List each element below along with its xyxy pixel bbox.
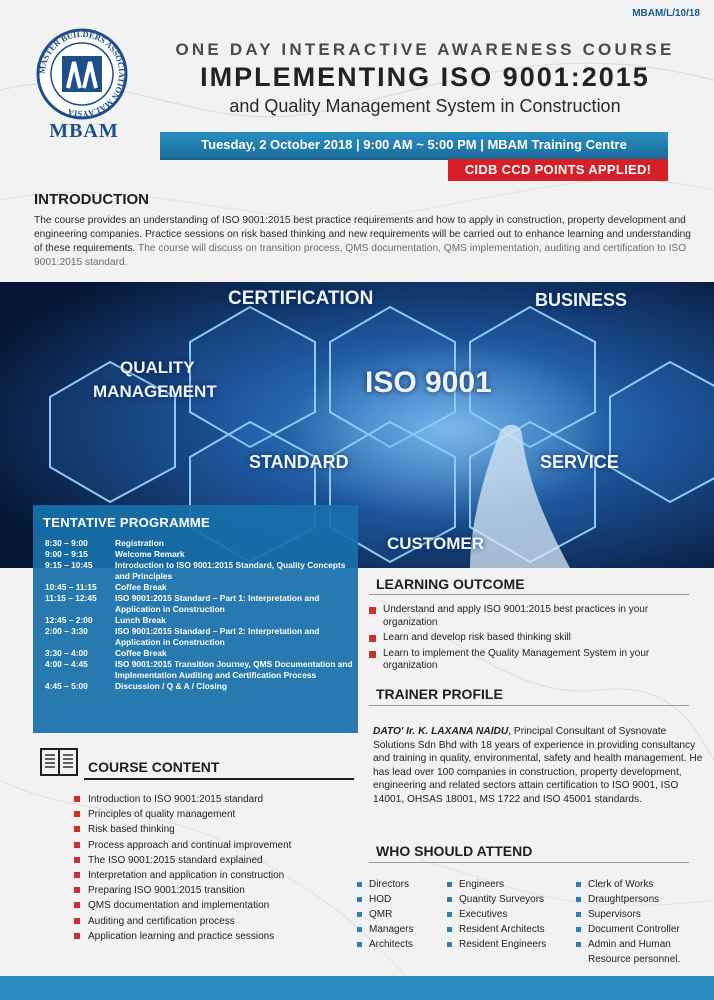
schedule-item: ISO 9001:2015 Standard – Part 2: Interpretation and Application in Construction [115, 626, 320, 647]
list-item: Introduction to ISO 9001:2015 standard [74, 792, 364, 807]
banner-word-certification: CERTIFICATION [228, 288, 374, 309]
course-subtitle: ONE DAY INTERACTIVE AWARENESS COURSE [175, 40, 675, 59]
schedule-time: 2:00 – 3:30 [45, 626, 88, 636]
list-item: Quantity Surveyors [447, 892, 546, 907]
course-tagline: and Quality Management System in Construction [229, 96, 621, 116]
bullet-icon [369, 635, 376, 642]
cidb-badge: CIDB CCD POINTS APPLIED! [448, 159, 668, 181]
schedule-item: Coffee Break [115, 648, 167, 658]
bullet-spacer [576, 957, 581, 962]
list-item: Resident Architects [447, 922, 546, 937]
schedule-item: Welcome Remark [115, 549, 185, 559]
course-title: IMPLEMENTING ISO 9001:2015 [200, 62, 650, 92]
trainer-name: DATO' Ir. K. LAXANA NAIDU [373, 726, 509, 737]
bullet-icon [74, 918, 80, 924]
programme-schedule [45, 538, 355, 692]
introduction-faded: The course will discuss on transition process, QMS documentation, QMS implementation, auditing and certification to ISO 9001:2015 standard. [34, 243, 687, 268]
schedule-time: 3:30 – 4:00 [45, 648, 88, 658]
banner-word-standard: STANDARD [249, 452, 349, 472]
list-item: QMS documentation and implementation [74, 898, 364, 913]
course-content-heading: COURSE CONTENT [88, 759, 220, 775]
list-item: The ISO 9001:2015 standard explained [74, 853, 364, 868]
bullet-icon [74, 872, 80, 878]
bullet-icon [74, 796, 80, 802]
trainer-profile-text [373, 725, 703, 807]
list-item: Auditing and certification process [74, 914, 364, 929]
schedule-time: 4:00 – 4:45 [45, 659, 88, 669]
list-item: Resident Engineers [447, 937, 546, 952]
schedule-row [45, 560, 355, 582]
tentative-programme-panel [33, 505, 358, 733]
bullet-icon [447, 942, 452, 947]
schedule-time: 10:45 – 11:15 [45, 582, 97, 592]
trainer-profile-heading: TRAINER PROFILE [376, 686, 503, 702]
bullet-icon [74, 826, 80, 832]
bullet-icon [576, 912, 581, 917]
bullet-icon [447, 912, 452, 917]
list-item: QMR [357, 907, 413, 922]
learning-outcome-divider [369, 594, 689, 595]
schedule-row [45, 681, 355, 692]
list-item: Managers [357, 922, 413, 937]
list-item: Supervisors [576, 907, 680, 922]
schedule-item: ISO 9001:2015 Transition Journey, QMS Documentation and Implementation Auditing and Certification Process [115, 659, 353, 680]
schedule-item: ISO 9001:2015 Standard – Part 1: Interpretation and Application in Construction [115, 593, 320, 614]
learning-outcome-list [369, 604, 669, 676]
schedule-item: Registration [115, 538, 164, 548]
bullet-icon [576, 897, 581, 902]
list-item: Learn to implement the Quality Management System in your organization [369, 648, 669, 673]
list-item: Resource personnel. [576, 952, 680, 967]
footer-bar [0, 976, 714, 1000]
introduction-text [34, 214, 696, 270]
schedule-time: 12:45 – 2:00 [45, 615, 93, 625]
list-item: Executives [447, 907, 546, 922]
list-item: Clerk of Works [576, 877, 680, 892]
schedule-item: Discussion / Q & A / Closing [115, 681, 227, 691]
schedule-time: 11:15 – 12:45 [45, 593, 97, 603]
schedule-row [45, 626, 355, 648]
schedule-time: 8:30 – 9:00 [45, 538, 88, 548]
list-item: HOD [357, 892, 413, 907]
bullet-icon [74, 902, 80, 908]
mbam-logo [32, 28, 132, 120]
list-item: Learn and develop risk based thinking skill [369, 632, 669, 645]
bullet-icon [369, 651, 376, 658]
trainer-bio: , Principal Consultant of Sysnovate Solutions Sdn Bhd with 18 years of experience in providing consultancy and training in quality, environmental, safety and health management. He has lead over 100 companies in construction, property development, engineering and related sectors attain certification to ISO 9001, ISO 14001, OHSAS 18001, MS 1722 and ISO 45001 standards. [373, 726, 703, 805]
banner-word-customer: CUSTOMER [387, 534, 484, 553]
bullet-icon [447, 927, 452, 932]
list-item: Architects [357, 937, 413, 952]
list-item: Preparing ISO 9001:2015 transition [74, 883, 364, 898]
bullet-icon [576, 927, 581, 932]
list-item: Admin and Human [576, 937, 680, 952]
bullet-icon [74, 842, 80, 848]
banner-word-management: MANAGEMENT [93, 382, 217, 401]
who-should-attend-divider [369, 862, 689, 863]
programme-heading: TENTATIVE PROGRAMME [43, 515, 210, 530]
banner-word-quality: QUALITY [120, 358, 195, 377]
schedule-row [45, 593, 355, 615]
schedule-time: 9:00 – 9:15 [45, 549, 88, 559]
trainer-profile-divider [369, 705, 689, 706]
schedule-item: Lunch Break [115, 615, 166, 625]
who-should-attend-heading: WHO SHOULD ATTEND [376, 843, 533, 859]
schedule-row [45, 538, 355, 549]
schedule-row [45, 582, 355, 593]
logo-ring-text: MASTER BUILDERS ASSOCIATION MALAYSIA [37, 29, 127, 119]
bullet-icon [369, 607, 376, 614]
course-content-divider [84, 778, 354, 780]
banner-word-business: BUSINESS [535, 290, 628, 310]
list-item: Risk based thinking [74, 822, 364, 837]
list-item: Draughtpersons [576, 892, 680, 907]
schedule-time: 9:15 – 10:45 [45, 560, 93, 570]
list-item: Principles of quality management [74, 807, 364, 822]
banner-word-iso: ISO 9001 [365, 366, 492, 399]
attendee-column-2 [447, 877, 546, 952]
schedule-item: Coffee Break [115, 582, 167, 592]
logo-abbreviation: MBAM [49, 120, 119, 142]
list-item: Interpretation and application in construction [74, 868, 364, 883]
bullet-icon [74, 933, 80, 939]
bullet-icon [447, 897, 452, 902]
schedule-item: Introduction to ISO 9001:2015 Standard, Quality Concepts and Principles [115, 560, 346, 581]
banner-word-service: SERVICE [540, 452, 619, 472]
list-item: Application learning and practice sessions [74, 929, 364, 944]
list-item: Directors [357, 877, 413, 892]
bullet-icon [576, 882, 581, 887]
bullet-icon [74, 887, 80, 893]
schedule-row [45, 615, 355, 626]
schedule-row [45, 549, 355, 560]
reference-code: MBAM/L/10/18 [632, 8, 700, 19]
list-item: Understand and apply ISO 9001:2015 best practices in your organization [369, 604, 669, 629]
bullet-icon [74, 857, 80, 863]
attendee-column-3 [576, 877, 680, 967]
list-item: Document Controller [576, 922, 680, 937]
list-item: Engineers [447, 877, 546, 892]
date-venue-bar: Tuesday, 2 October 2018 | 9:00 AM ~ 5:00 PM | MBAM Training Centre [160, 132, 668, 160]
introduction-heading: INTRODUCTION [34, 191, 149, 208]
attendee-column-1 [357, 877, 413, 952]
bullet-icon [447, 882, 452, 887]
bullet-icon [576, 942, 581, 947]
open-book-icon [40, 747, 78, 777]
learning-outcome-heading: LEARNING OUTCOME [376, 576, 525, 592]
list-item: Process approach and continual improvement [74, 838, 364, 853]
schedule-row [45, 648, 355, 659]
introduction-main: The course provides an understanding of ISO 9001:2015 best practice requirements and how to apply in construction, property development and engineering companies. Practice sessions on risk based thinking and new requirements will be carried out to enhance learning and understanding of these requirements. [34, 215, 691, 254]
schedule-time: 4:45 – 5:00 [45, 681, 88, 691]
schedule-row [45, 659, 355, 681]
course-content-list [74, 792, 364, 944]
bullet-icon [74, 811, 80, 817]
